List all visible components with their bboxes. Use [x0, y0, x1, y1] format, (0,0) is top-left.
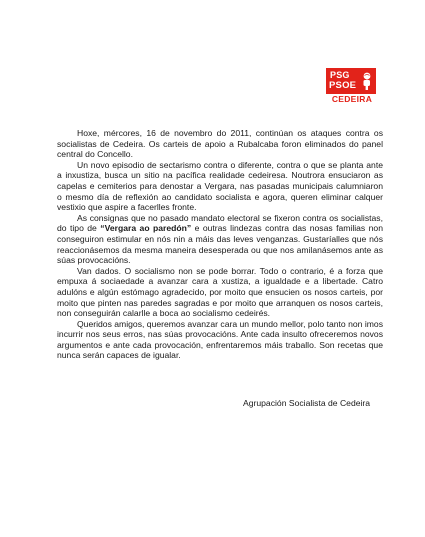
- logo-red-block: [326, 68, 376, 94]
- paragraph: Van dados. O socialismo non se pode borrar. Todo o contrario, é a forza que empuxa á sociaedade a avanzar cara a xustiza, a igualdade e a libertade. Catro adulóns e algún estómago agradecido, por moito que ensucien os nosos carteis, por moito que pinten nas paredes sagradas e por moito que arranquen os nosos carteis, non conseguirán calarlle a boca ao socialismo cedeirés.: [57, 265, 383, 319]
- fist-and-rose-icon: [359, 71, 374, 91]
- paragraph-text: As consignas que no pasado mandato electoral se fixeron contra os socialistas, do tipo de: [57, 212, 383, 234]
- letter-body: [57, 128, 383, 361]
- logo-city-text: CEDEIRA: [331, 94, 373, 104]
- paragraph: Un novo episodio de sectarismo contra o diferente, contra o que se planta ante a inxustiza, busca un sitio na pacífica realidade cedeiresa. Noutrora ensuciaron as capelas e cemiterios para denostar a Vergara, nas pasadas municipais calumniaron o mesmo día de reflexión ao candidato socialista e agora, queren eliminar calquer vestixio que aspire a facerlles fronte.: [57, 159, 383, 213]
- paragraph: [57, 213, 383, 266]
- signature: Agrupación Socialista de Cedeira: [243, 398, 371, 408]
- psg-psoe-cedeira-logo: [326, 68, 376, 104]
- logo-psg-text: PSG: [330, 70, 350, 80]
- paragraph: Queridos amigos, queremos avanzar cara un mundo mellor, polo tanto non imos incurrir nos seus erros, nas súas provocacións. Ante cada insulto ofreceremos novos argumentos e ante cada provocación, enfrentaremos máis traballo. Son recetas que nunca serán capaces de igualar.: [57, 318, 383, 361]
- quoted-slogan: “Vergara ao paredón”: [100, 223, 192, 234]
- paragraph: Hoxe, mércores, 16 de novembro do 2011, continúan os ataques contra os socialistas de Cedeira. Os carteis de apoio a Rubalcaba foron eliminados do panel central do Concello.: [57, 128, 383, 160]
- paragraph-text: e outras lindezas contra das nosas familias non conseguiron estimular en nós nin a máis das leves venganzas. Gustaríalles que nós reaccionásemos da mesma maneira desesperada ou que nos amilanásemos ante as súas provocacións.: [57, 223, 383, 266]
- logo-psoe-text: PSOE: [329, 80, 357, 91]
